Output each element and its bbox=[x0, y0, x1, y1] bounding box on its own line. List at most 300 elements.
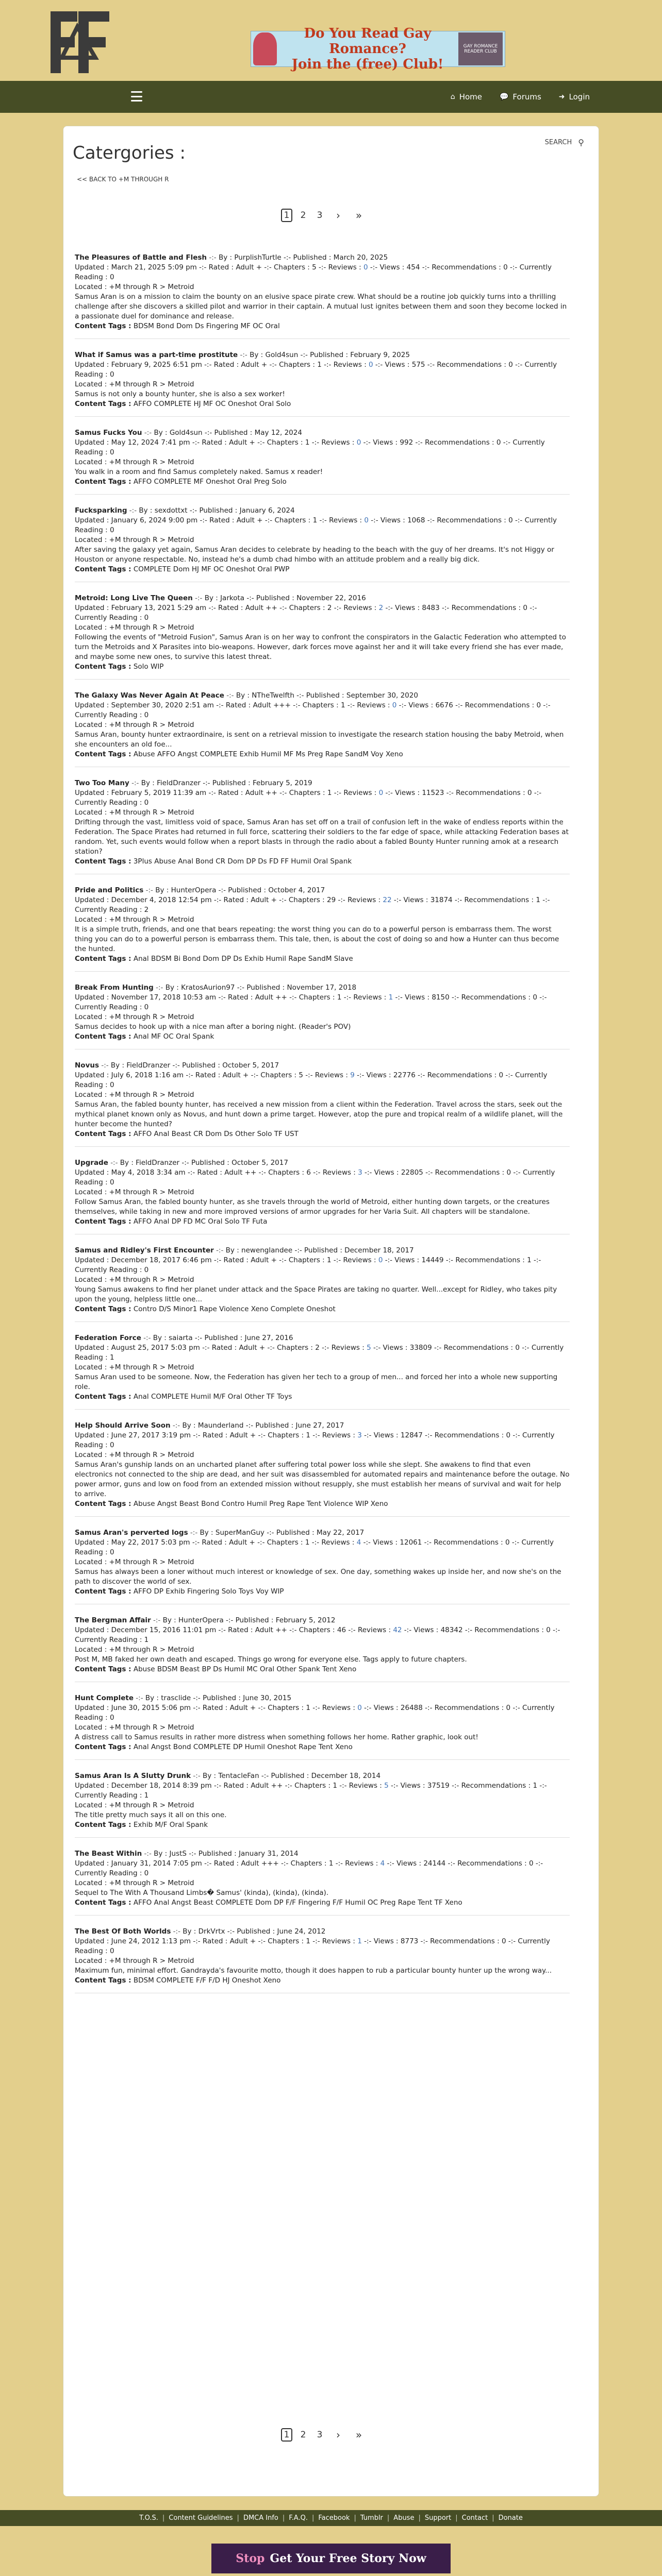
label-content-tags: Content Tags : bbox=[75, 955, 131, 963]
footer-link[interactable]: Content Guidelines bbox=[169, 2514, 233, 2522]
story-author[interactable]: NTheTwelfth bbox=[252, 691, 294, 700]
story-tags: AFFO Anal Beast CR Dom Ds Other Solo TF UST bbox=[133, 1130, 299, 1138]
story-published: November 17, 2018 bbox=[287, 984, 357, 992]
story-located[interactable]: +M through R > Metroid bbox=[109, 1558, 194, 1566]
label-chapters: Chapters : bbox=[267, 1538, 303, 1547]
story-located[interactable]: +M through R > Metroid bbox=[109, 283, 194, 291]
banner-text: Do You Read Gay Romance? Join the (free) Club! bbox=[291, 26, 444, 72]
banner-side-logo: GAY ROMANCE READER CLUB bbox=[458, 32, 503, 65]
label-published: Published : bbox=[182, 1061, 220, 1070]
story-reviews[interactable]: 1 bbox=[357, 1937, 362, 1945]
story-separator: -:- bbox=[145, 886, 153, 894]
story-title[interactable]: Pride and Politics bbox=[75, 886, 144, 894]
story-located[interactable]: +M through R > Metroid bbox=[109, 623, 194, 632]
story-currently-reading: 0 bbox=[144, 1266, 149, 1274]
story-reviews[interactable]: 4 bbox=[380, 1859, 385, 1868]
footer-link[interactable]: T.O.S. bbox=[139, 2514, 158, 2522]
story-reviews[interactable]: 0 bbox=[356, 438, 361, 447]
label-published: Published : bbox=[306, 691, 344, 700]
story-reviews[interactable]: 0 bbox=[369, 361, 373, 369]
story-author[interactable]: Maunderland bbox=[197, 1421, 244, 1430]
footer-link[interactable]: Tumblr bbox=[360, 2514, 383, 2522]
label-updated: Updated : bbox=[75, 993, 109, 1002]
label-chapters: Chapters : bbox=[274, 516, 311, 524]
story-reviews[interactable]: 4 bbox=[356, 1538, 361, 1547]
label-chapters: Chapters : bbox=[268, 1431, 304, 1439]
label-chapters: Chapters : bbox=[277, 1344, 313, 1352]
label-rated: Rated : bbox=[223, 896, 249, 904]
story-author[interactable]: DrkVrtx bbox=[198, 1927, 225, 1936]
footer-ad[interactable] bbox=[211, 2544, 451, 2573]
story-located[interactable]: +M through R > Metroid bbox=[109, 1188, 194, 1196]
story-item: The Pleasures of Battle and Flesh -:- By : PurplishTurtle -:- Published : March 20, 2025 Updated : March 21, 2025 5:09 pm -:- Rated : Adult + -:- Chapters : 5 -:- Reviews : 0 -:- Views : 454 -:- Recommendations : 0 -:- Currently Reading : 0 Located : +M through R > Metroid Samus Aran is on a mission to claim the bounty on an elusive space pirate crew. What should be a routine job quickly turns into a thrilling challenge after she discovers a skilled pilot and warrior in their captain. A mutual lust ignites between them and soon they become locked in a passionate duel for dominance and release. Content Tags : BDSM Bond Dom Ds Fingering MF OC Oral bbox=[75, 253, 570, 339]
label-published: Published : bbox=[203, 1694, 241, 1702]
story-reviews[interactable]: 0 bbox=[392, 701, 397, 709]
label-content-tags: Content Tags : bbox=[75, 1976, 131, 1985]
pagination-top bbox=[281, 209, 367, 222]
story-located[interactable]: +M through R > Metroid bbox=[109, 1451, 194, 1459]
page-link[interactable]: 2 bbox=[300, 2430, 306, 2440]
story-currently-reading: 0 bbox=[109, 526, 114, 534]
story-currently-reading: 0 bbox=[109, 1081, 114, 1089]
story-located[interactable]: +M through R > Metroid bbox=[109, 1801, 194, 1809]
story-title[interactable]: The Beast Within bbox=[75, 1850, 142, 1858]
label-updated: Updated : bbox=[75, 1538, 109, 1547]
story-recommendations: 1 bbox=[536, 896, 540, 904]
label-reviews: Reviews : bbox=[353, 993, 387, 1002]
label-reviews: Reviews : bbox=[328, 263, 361, 272]
story-reviews[interactable]: 0 bbox=[357, 1704, 362, 1712]
story-item: Upgrade -:- By : FieldDranzer -:- Published : October 5, 2017 Updated : May 4, 2018 3:34 am -:- Rated : Adult ++ -:- Chapters : 6 -:- Reviews : 3 -:- Views : 22805 -:- Recommendations : 0 -:- Currently Reading : 0 Located : +M through R > Metroid Follow Samus Aran, the fabled bounty hunter, as she travels through the world of Metroid, either hunting down targets, or the creatures themselves, while taking in new and more improved versions of armor upgrades for her Varia Suit. All chapters will be standalone. Content Tags : AFFO Anal DP FD MC Oral Solo TF Futa bbox=[75, 1158, 570, 1234]
story-currently-reading: 0 bbox=[144, 614, 149, 622]
story-separator: -:- bbox=[190, 1529, 198, 1537]
story-tags: Solo WIP bbox=[133, 663, 164, 671]
label-chapters: Chapters : bbox=[299, 1626, 335, 1634]
story-tags: BDSM Bond Dom Ds Fingering MF OC Oral bbox=[133, 322, 280, 330]
story-updated: December 18, 2014 8:39 pm bbox=[111, 1782, 212, 1790]
label-located: Located : bbox=[75, 1276, 107, 1284]
footer-link[interactable]: Facebook bbox=[318, 2514, 350, 2522]
story-published: February 5, 2019 bbox=[252, 779, 312, 787]
label-recommendations: Recommendations : bbox=[437, 361, 506, 369]
pagination-bottom bbox=[281, 2428, 367, 2442]
story-located[interactable]: +M through R > Metroid bbox=[109, 808, 194, 817]
story-recommendations: 0 bbox=[496, 438, 501, 447]
label-reviews: Reviews : bbox=[322, 1168, 356, 1177]
story-item: Hunt Complete -:- By : trasclide -:- Published : June 30, 2015 Updated : June 30, 2015 5:06 pm -:- Rated : Adult + -:- Chapters : 1 -:- Reviews : 0 -:- Views : 26488 -:- Recommendations : 0 -:- Currently Reading : 0 Located : +M through R > Metroid A distress call to Samus results in rather more distress when something follows her home. Rather graphic, look out! Content Tags : Anal Angst Bond COMPLETE DP Humil Oneshot Rape Tent Xeno bbox=[75, 1693, 570, 1760]
story-summary: Samus is not only a bounty hunter, she is also a sex worker! bbox=[75, 390, 285, 398]
story-item: Metroid: Long Live The Queen -:- By : Jarkota -:- Published : November 22, 2016 Updated : February 13, 2021 5:29 am -:- Rated : Adult ++ -:- Chapters : 2 -:- Reviews : 2 -:- Views : 8483 -:- Recommendations : 0 -:- Currently Reading : 0 Located : +M through R > Metroid Following the events of "Metroid Fusion", Samus Aran is on her way to confront the conspirators in the Galactic Federation who attempted to turn the Metroids and X Parasites into bio-weapons. However, dark forces move against her and it will take every friend she has ever made, and maybe some new ones, to survive this latest threat. Content Tags : Solo WIP bbox=[75, 594, 570, 680]
story-views: 12061 bbox=[400, 1538, 422, 1547]
story-located[interactable]: +M through R > Metroid bbox=[109, 1646, 194, 1654]
label-reviews: Reviews : bbox=[329, 516, 362, 524]
story-summary: The title pretty much says it all on this one. bbox=[75, 1811, 227, 1819]
story-updated: November 17, 2018 10:53 am bbox=[111, 993, 217, 1002]
footer-separator: | bbox=[492, 2514, 494, 2522]
story-reviews[interactable]: 9 bbox=[350, 1071, 355, 1079]
label-rated: Rated : bbox=[202, 1704, 228, 1712]
story-author[interactable]: KratosAurion97 bbox=[181, 984, 235, 992]
story-reviews[interactable]: 0 bbox=[364, 516, 369, 524]
divider bbox=[75, 1146, 570, 1147]
label-currently-reading: Currently Reading : bbox=[75, 1869, 142, 1877]
story-recommendations: 0 bbox=[505, 1538, 510, 1547]
label-views: Views : bbox=[385, 361, 410, 369]
story-separator: -:- bbox=[172, 1421, 180, 1430]
label-currently-reading: Currently Reading : bbox=[75, 799, 142, 807]
story-item: Help Should Arrive Soon -:- By : Maunderland -:- Published : June 27, 2017 Updated : June 27, 2017 3:19 pm -:- Rated : Adult + -:- Chapters : 1 -:- Reviews : 3 -:- Views : 12847 -:- Recommendations : 0 -:- Currently Reading : 0 Located : +M through R > Metroid Samus Aran's gunship lands on an uncharted planet after suffering total power loss while she slept. She awakens to find that even electronics not connected to the ship are dead, and her suit was disassembled for automated repairs and maintenance before the outage. No power armor, guns and low on food from an extended mission without resupply, she must establish her means of survival and wait for help to arrive. Content Tags : Abuse Angst Beast Bond Contro Humil Preg Rape Tent Violence WIP Xeno bbox=[75, 1421, 570, 1517]
story-recommendations: 0 bbox=[503, 263, 508, 272]
story-title[interactable]: Federation Force bbox=[75, 1334, 141, 1342]
label-rated: Rated : bbox=[202, 1538, 227, 1547]
label-reviews: Reviews : bbox=[331, 1344, 365, 1352]
banner-ad[interactable] bbox=[251, 26, 505, 72]
label-chapters: Chapters : bbox=[268, 1168, 305, 1177]
label-rated: Rated : bbox=[211, 1344, 237, 1352]
story-tags: BDSM COMPLETE F/F F/D HJ Oneshot Xeno bbox=[133, 1976, 281, 1985]
label-currently-reading: Currently Reading : bbox=[75, 711, 142, 719]
story-reviews[interactable]: 3 bbox=[357, 1431, 362, 1439]
back-link[interactable]: << BACK TO +M THROUGH R bbox=[77, 176, 169, 183]
story-currently-reading: 0 bbox=[109, 1178, 114, 1187]
footer-separator: | bbox=[387, 2514, 390, 2522]
story-updated: December 18, 2017 6:46 pm bbox=[111, 1256, 212, 1264]
story-separator: -:- bbox=[101, 1061, 109, 1070]
story-summary: Samus Aran used to be someone. Now, the Federation has given her tech to a group of men... and forced her into a whole new supporting role. bbox=[75, 1373, 558, 1391]
story-author[interactable]: newenglandee bbox=[241, 1246, 293, 1255]
story-reviews[interactable]: 5 bbox=[384, 1782, 389, 1790]
story-separator: -:- bbox=[129, 506, 137, 515]
divider bbox=[75, 679, 570, 680]
story-tags: AFFO Anal DP FD MC Oral Solo TF Futa bbox=[133, 1217, 268, 1226]
label-content-tags: Content Tags : bbox=[75, 1587, 131, 1596]
story-separator: -:- bbox=[173, 1927, 180, 1936]
story-author[interactable]: SuperManGuy bbox=[215, 1529, 264, 1537]
story-located[interactable]: +M through R > Metroid bbox=[109, 1879, 194, 1887]
story-published: February 5, 2012 bbox=[275, 1616, 336, 1624]
story-chapters: 2 bbox=[327, 604, 332, 612]
story-author[interactable]: Gold4sun bbox=[265, 351, 299, 359]
label-recommendations: Recommendations : bbox=[465, 701, 535, 709]
story-title[interactable]: The Best Of Both Worlds bbox=[75, 1927, 171, 1936]
story-title[interactable]: Samus Fucks You bbox=[75, 429, 142, 437]
story-author[interactable]: FieldDranzer bbox=[157, 779, 201, 787]
story-reviews[interactable]: 0 bbox=[378, 789, 384, 797]
story-separator: -:- bbox=[136, 1694, 143, 1702]
label-rated: Rated : bbox=[218, 604, 243, 612]
story-chapters: 1 bbox=[340, 701, 345, 709]
label-currently-reading: Currently Reading : bbox=[75, 1937, 550, 1955]
story-recommendations: 0 bbox=[523, 604, 527, 612]
label-located: Located : bbox=[75, 1646, 107, 1654]
label-reviews: Reviews : bbox=[322, 1704, 355, 1712]
label-currently-reading: Currently Reading : bbox=[75, 1071, 548, 1089]
label-reviews: Reviews : bbox=[357, 701, 390, 709]
story-located[interactable]: +M through R > Metroid bbox=[109, 380, 194, 388]
story-title[interactable]: Help Should Arrive Soon bbox=[75, 1421, 171, 1430]
story-rated: Adult +++ bbox=[241, 1859, 279, 1868]
story-views: 8483 bbox=[422, 604, 440, 612]
story-updated: June 24, 2012 1:13 pm bbox=[111, 1937, 191, 1945]
story-title[interactable]: Novus bbox=[75, 1061, 100, 1070]
label-recommendations: Recommendations : bbox=[455, 1256, 525, 1264]
next-page-button[interactable]: › bbox=[336, 2429, 340, 2441]
story-title[interactable]: Samus Aran Is A Slutty Drunk bbox=[75, 1772, 191, 1780]
story-published: May 22, 2017 bbox=[316, 1529, 365, 1537]
story-rated: Adult + bbox=[251, 896, 277, 904]
story-separator: -:- bbox=[193, 1772, 201, 1780]
story-recommendations: 0 bbox=[533, 993, 537, 1002]
story-reviews[interactable]: 2 bbox=[378, 604, 384, 612]
label-chapters: Chapters : bbox=[294, 1782, 331, 1790]
footer-link[interactable]: Abuse bbox=[393, 2514, 415, 2522]
label-updated: Updated : bbox=[75, 1626, 109, 1634]
story-title[interactable]: Metroid: Long Live The Queen bbox=[75, 594, 193, 602]
story-title[interactable]: Two Too Many bbox=[75, 779, 129, 787]
story-rated: Adult + bbox=[236, 516, 263, 524]
story-located[interactable]: +M through R > Metroid bbox=[109, 1723, 194, 1732]
story-views: 37519 bbox=[427, 1782, 450, 1790]
story-author[interactable]: trasclide bbox=[161, 1694, 191, 1702]
story-author[interactable]: JustS bbox=[169, 1850, 187, 1858]
story-reviews[interactable]: 0 bbox=[378, 1256, 383, 1264]
footer-link[interactable]: Support bbox=[424, 2514, 452, 2522]
last-page-button[interactable]: » bbox=[355, 2429, 362, 2441]
label-recommendations: Recommendations : bbox=[451, 604, 521, 612]
label-recommendations: Recommendations : bbox=[434, 1704, 504, 1712]
nav-forums[interactable]: 💬 Forums bbox=[499, 92, 541, 101]
story-title[interactable]: Upgrade bbox=[75, 1159, 108, 1167]
label-currently-reading: Currently Reading : bbox=[75, 361, 557, 379]
label-recommendations: Recommendations : bbox=[443, 1344, 514, 1352]
page-link[interactable]: 2 bbox=[300, 210, 306, 221]
story-recommendations: 0 bbox=[506, 1168, 511, 1177]
label-chapters: Chapters : bbox=[268, 1704, 304, 1712]
divider bbox=[75, 1321, 570, 1322]
search-icon[interactable]: ⚲ bbox=[578, 138, 584, 147]
story-rated: Adult + bbox=[236, 263, 262, 272]
label-recommendations: Recommendations : bbox=[464, 896, 534, 904]
story-author[interactable]: HunterOpera bbox=[171, 886, 217, 894]
story-author[interactable]: FieldDranzer bbox=[126, 1061, 171, 1070]
label-chapters: Chapters : bbox=[290, 1859, 327, 1868]
label-views: Views : bbox=[374, 1168, 399, 1177]
story-summary: Samus decides to hook up with a nice man after a boring night. (Reader's POV) bbox=[75, 1023, 351, 1031]
story-reviews[interactable]: 0 bbox=[363, 263, 368, 272]
story-published: October 5, 2017 bbox=[222, 1061, 279, 1070]
story-title[interactable]: Samus and Ridley's First Encounter bbox=[75, 1246, 214, 1255]
footer-link[interactable]: F.A.Q. bbox=[289, 2514, 308, 2522]
label-updated: Updated : bbox=[75, 1859, 109, 1868]
content-panel bbox=[63, 126, 599, 2497]
label-published: Published : bbox=[228, 886, 267, 894]
story-title[interactable]: The Galaxy Was Never Again At Peace bbox=[75, 691, 224, 700]
label-content-tags: Content Tags : bbox=[75, 565, 131, 573]
story-title[interactable]: Hunt Complete bbox=[75, 1694, 134, 1702]
story-title[interactable]: What if Samus was a part-time prostitute bbox=[75, 351, 238, 359]
label-views: Views : bbox=[408, 701, 434, 709]
page-link[interactable]: 3 bbox=[317, 2430, 323, 2440]
story-recommendations: 0 bbox=[546, 1626, 551, 1634]
label-by: By : bbox=[141, 779, 155, 787]
label-by: By : bbox=[236, 691, 250, 700]
label-views: Views : bbox=[403, 896, 428, 904]
story-reviews[interactable]: 22 bbox=[383, 896, 392, 904]
story-author[interactable]: PurplishTurtle bbox=[234, 253, 282, 262]
footer-link[interactable]: Contact bbox=[461, 2514, 488, 2522]
story-item: The Beast Within -:- By : JustS -:- Published : January 31, 2014 Updated : January 31, 2014 7:05 pm -:- Rated : Adult +++ -:- Chapters : 1 -:- Reviews : 4 -:- Views : 24144 -:- Recommendations : 0 -:- Currently Reading : 0 Located : +M through R > Metroid Sequel to The With A Thousand Limbs� Samus' (kinda), (kinda), (kinda). Content Tags : AFFO Anal Angst Beast COMPLETE Dom DP F/F Fingering F/F Humil OC Preg Rape Tent TF Xeno bbox=[75, 1849, 570, 1916]
story-item: Break From Hunting -:- By : KratosAurion97 -:- Published : November 17, 2018 Updated : November 17, 2018 10:53 am -:- Rated : Adult ++ -:- Chapters : 1 -:- Reviews : 1 -:- Views : 8150 -:- Recommendations : 0 -:- Currently Reading : 0 Located : +M through R > Metroid Samus decides to hook up with a nice man after a boring night. (Reader's POV) Content Tags : Anal MF OC Oral Spank bbox=[75, 983, 570, 1049]
story-reviews[interactable]: 5 bbox=[367, 1344, 371, 1352]
label-rated: Rated : bbox=[228, 1626, 253, 1634]
story-author[interactable]: saiarta bbox=[169, 1334, 193, 1342]
search-control[interactable] bbox=[545, 138, 584, 147]
story-located[interactable]: +M through R > Metroid bbox=[109, 1276, 194, 1284]
nav-home[interactable]: ⌂ Home bbox=[450, 92, 482, 101]
story-rated: Adult +++ bbox=[253, 701, 291, 709]
page-link[interactable]: 3 bbox=[317, 210, 323, 221]
story-separator: -:- bbox=[131, 779, 139, 787]
story-views: 992 bbox=[400, 438, 413, 447]
story-recommendations: 1 bbox=[527, 1256, 532, 1264]
story-views: 33809 bbox=[409, 1344, 432, 1352]
story-views: 8773 bbox=[400, 1937, 419, 1945]
label-rated: Rated : bbox=[228, 993, 253, 1002]
story-rated: Adult ++ bbox=[251, 1782, 283, 1790]
story-reviews[interactable]: 1 bbox=[388, 993, 393, 1002]
label-content-tags: Content Tags : bbox=[75, 750, 131, 758]
story-author[interactable]: FieldDranzer bbox=[136, 1159, 180, 1167]
next-page-button[interactable]: › bbox=[336, 209, 340, 222]
label-views: Views : bbox=[394, 1256, 420, 1264]
label-views: Views : bbox=[373, 1937, 399, 1945]
hamburger-menu-icon[interactable] bbox=[131, 91, 142, 101]
story-chapters: 1 bbox=[333, 1782, 337, 1790]
last-page-button[interactable]: » bbox=[355, 209, 362, 222]
label-by: By : bbox=[200, 1529, 213, 1537]
story-located[interactable]: +M through R > Metroid bbox=[109, 458, 194, 466]
story-summary: Following the events of "Metroid Fusion", Samus Aran is on her way to confront the conspirators in the Galactic Federation who attempted to turn the Metroids and X Parasites into bio-weapons. However, dark forces move against her and it will take every friend she has ever made, and maybe some new ones, to survive this latest threat. bbox=[75, 633, 566, 661]
label-located: Located : bbox=[75, 1558, 107, 1566]
label-rated: Rated : bbox=[218, 789, 243, 797]
story-updated: June 30, 2015 5:06 pm bbox=[111, 1704, 191, 1712]
footer-link[interactable]: Donate bbox=[498, 2514, 523, 2522]
story-chapters: 46 bbox=[337, 1626, 346, 1634]
footer-link[interactable]: DMCA Info bbox=[243, 2514, 278, 2522]
story-rated: Adult + bbox=[229, 1431, 256, 1439]
story-currently-reading: 0 bbox=[144, 799, 149, 807]
label-by: By : bbox=[165, 984, 179, 992]
story-published: March 20, 2025 bbox=[333, 253, 388, 262]
story-reviews[interactable]: 3 bbox=[358, 1168, 362, 1177]
story-updated: July 6, 2018 1:16 am bbox=[111, 1071, 184, 1079]
label-by: By : bbox=[154, 1850, 168, 1858]
label-published: Published : bbox=[293, 253, 332, 262]
label-rated: Rated : bbox=[202, 1431, 228, 1439]
story-updated: December 4, 2018 12:54 pm bbox=[111, 896, 212, 904]
story-tags: AFFO DP Exhib Fingering Solo Toys Voy WIP bbox=[133, 1587, 284, 1596]
story-views: 26488 bbox=[400, 1704, 423, 1712]
story-author[interactable]: HunterOpera bbox=[178, 1616, 224, 1624]
story-located[interactable]: +M through R > Metroid bbox=[109, 1091, 194, 1099]
story-recommendations: 0 bbox=[527, 789, 532, 797]
story-title[interactable]: Break From Hunting bbox=[75, 984, 154, 992]
story-author[interactable]: sexdottxt bbox=[154, 506, 188, 515]
label-updated: Updated : bbox=[75, 1431, 109, 1439]
story-updated: June 27, 2017 3:19 pm bbox=[111, 1431, 191, 1439]
story-summary: Samus Aran, bounty hunter extraordinaire, is sent on a retrieval mission to investigate the research station housing the baby Metroid, when she encounters an old foe... bbox=[75, 731, 564, 749]
story-reviews[interactable]: 42 bbox=[393, 1626, 402, 1634]
divider bbox=[75, 1409, 570, 1410]
nav-login[interactable]: ➜ Login bbox=[558, 92, 590, 101]
footer-ad-right: Get Your Free Story Now bbox=[270, 2552, 426, 2565]
label-located: Located : bbox=[75, 1879, 107, 1887]
story-author[interactable]: Gold4sun bbox=[169, 429, 203, 437]
story-located[interactable]: +M through R > Metroid bbox=[109, 1013, 194, 1021]
label-updated: Updated : bbox=[75, 604, 109, 612]
story-separator: -:- bbox=[144, 429, 152, 437]
search-label: SEARCH bbox=[544, 139, 572, 146]
story-located[interactable]: +M through R > Metroid bbox=[109, 536, 194, 544]
label-recommendations: Recommendations : bbox=[430, 1937, 500, 1945]
label-views: Views : bbox=[380, 516, 405, 524]
label-located: Located : bbox=[75, 458, 107, 466]
label-rated: Rated : bbox=[195, 1071, 221, 1079]
label-published: Published : bbox=[246, 984, 285, 992]
story-located[interactable]: +M through R > Metroid bbox=[109, 1957, 194, 1965]
label-currently-reading: Currently Reading : bbox=[75, 906, 142, 914]
story-located[interactable]: +M through R > Metroid bbox=[109, 721, 194, 729]
label-located: Located : bbox=[75, 380, 107, 388]
story-title[interactable]: Fucksparking bbox=[75, 506, 127, 515]
aff-logo[interactable] bbox=[46, 6, 113, 76]
label-views: Views : bbox=[373, 438, 398, 447]
label-views: Views : bbox=[383, 1344, 408, 1352]
label-content-tags: Content Tags : bbox=[75, 1393, 131, 1401]
story-views: 14449 bbox=[421, 1256, 444, 1264]
label-published: Published : bbox=[310, 351, 348, 359]
story-rated: Adult + bbox=[229, 1538, 255, 1547]
label-views: Views : bbox=[366, 1071, 391, 1079]
label-reviews: Reviews : bbox=[333, 361, 367, 369]
story-updated: May 4, 2018 3:34 am bbox=[111, 1168, 186, 1177]
label-located: Located : bbox=[75, 1363, 107, 1371]
story-author[interactable]: Jarkota bbox=[220, 594, 245, 602]
label-currently-reading: Currently Reading : bbox=[75, 516, 557, 534]
story-tags: 3Plus Abuse Anal Bond CR Dom DP Ds FD FF Humil Oral Spank bbox=[133, 857, 352, 866]
footer-separator: | bbox=[354, 2514, 356, 2522]
label-views: Views : bbox=[395, 604, 420, 612]
story-author[interactable]: TentacleFan bbox=[218, 1772, 259, 1780]
label-by: By : bbox=[182, 1421, 196, 1430]
label-by: By : bbox=[218, 253, 233, 262]
story-tags: Abuse Angst Beast Bond Contro Humil Preg Rape Tent Violence WIP Xeno bbox=[133, 1500, 388, 1508]
label-chapters: Chapters : bbox=[279, 361, 315, 369]
label-reviews: Reviews : bbox=[322, 1937, 355, 1945]
label-currently-reading: Currently Reading : bbox=[75, 1636, 142, 1644]
story-currently-reading: 2 bbox=[144, 906, 149, 914]
story-views: 575 bbox=[411, 361, 425, 369]
story-title[interactable]: Samus Aran's perverted logs bbox=[75, 1529, 188, 1537]
story-title[interactable]: The Pleasures of Battle and Flesh bbox=[75, 253, 207, 262]
story-updated: February 9, 2025 6:51 pm bbox=[111, 361, 202, 369]
story-located[interactable]: +M through R > Metroid bbox=[109, 1363, 194, 1371]
story-chapters: 1 bbox=[337, 993, 342, 1002]
label-rated: Rated : bbox=[202, 1937, 228, 1945]
story-located[interactable]: +M through R > Metroid bbox=[109, 916, 194, 924]
story-title[interactable]: The Bergman Affair bbox=[75, 1616, 151, 1624]
label-by: By : bbox=[162, 1616, 176, 1624]
